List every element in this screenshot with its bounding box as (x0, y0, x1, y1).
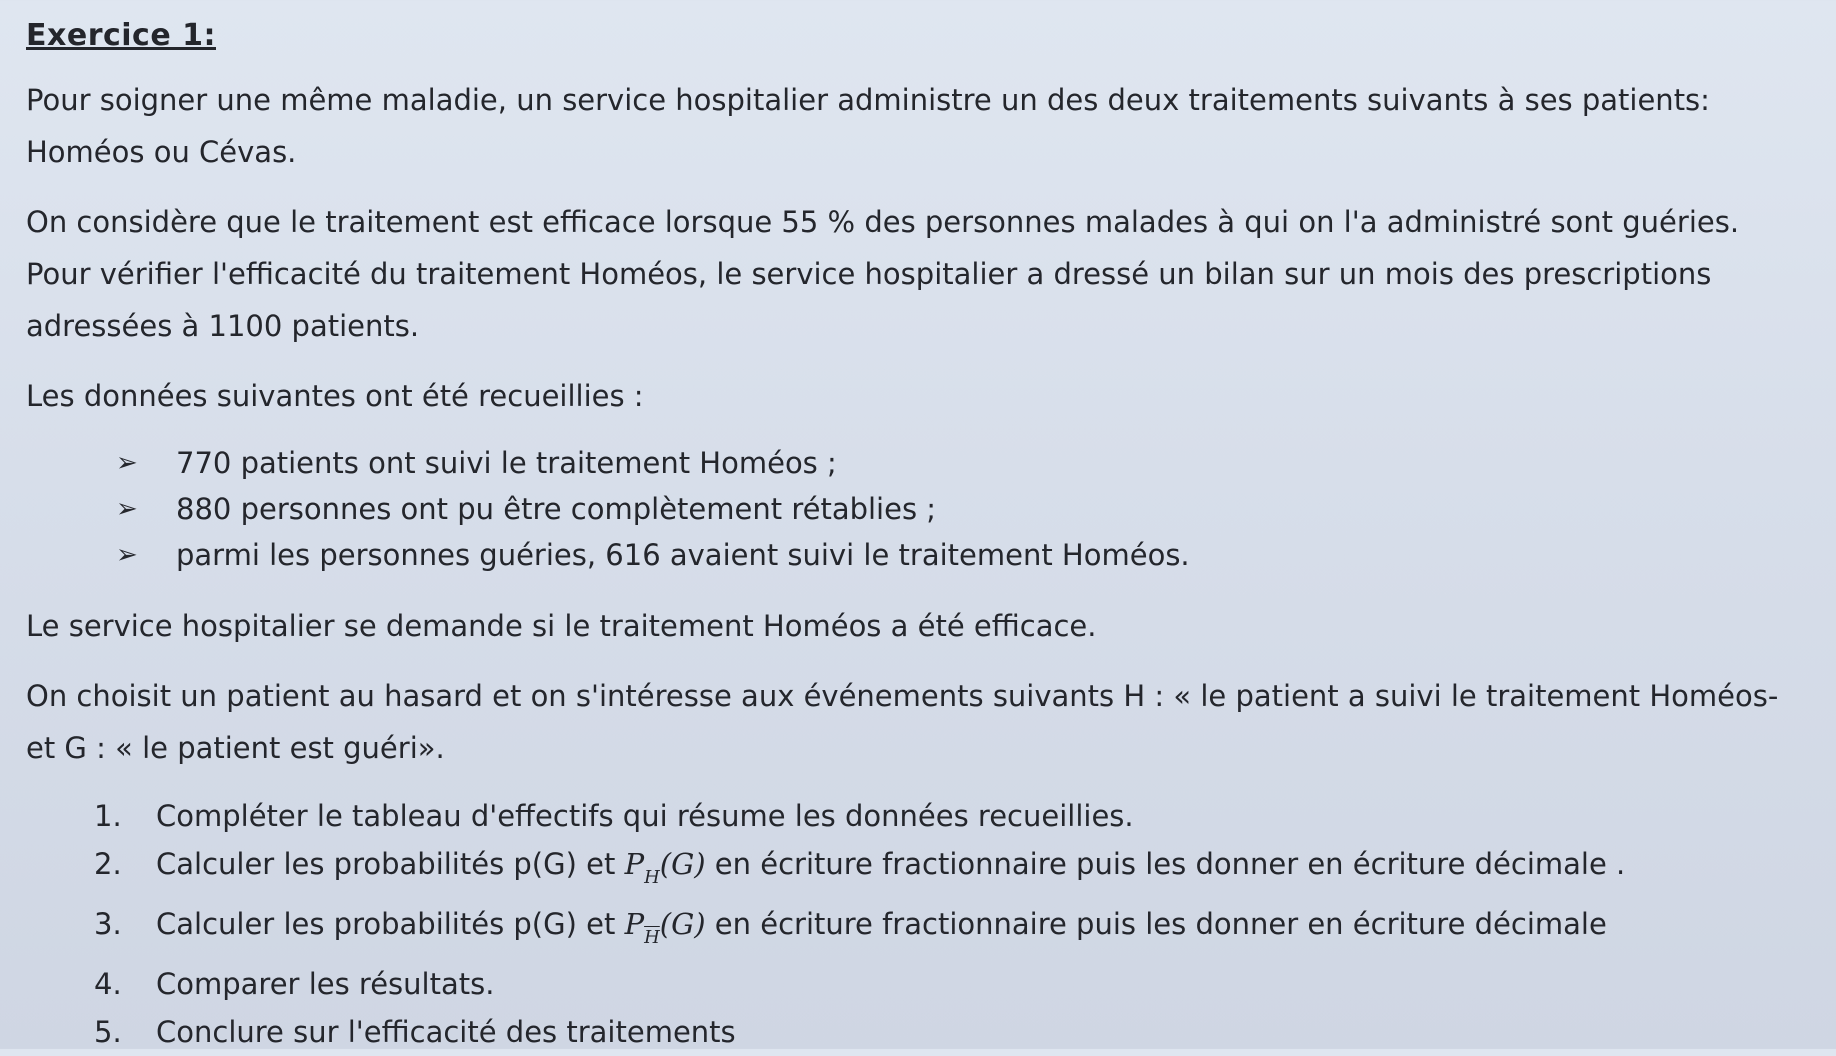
question-list (26, 792, 1796, 1056)
question-text: Comparer les résultats. (156, 966, 495, 1001)
arrow-bullet-icon: ➢ (116, 540, 138, 570)
intro-paragraph-2: On considère que le traitement est efficace lorsque 55 % des personnes malades à qui on l'a administré sont guéries. Pour vérifier l'efficacité du traitement Homéos, le service hospitalier a dressé un bilan sur un mois des prescriptions adressées à 1100 patients. (26, 205, 1740, 343)
question-number: 1. (94, 799, 122, 833)
list-item (116, 440, 1796, 486)
conditional-probability-h: $P_H(G)$ (624, 847, 706, 888)
question-text: Conclure sur l'efficacité des traitements (156, 1014, 736, 1049)
question-item (94, 840, 1796, 900)
question-text: Calculer les probabilités p(G) et $P_H(G)$ en écriture fractionnaire puis les donner en écriture décimale . (156, 847, 1626, 888)
question-item (94, 960, 1796, 1008)
question-item (94, 900, 1796, 960)
data-list (26, 440, 1796, 578)
question-number: 3. (94, 906, 122, 941)
question-item (94, 1008, 1796, 1056)
list-item (116, 532, 1796, 578)
question-text: Compléter le tableau d'effectifs qui résume les données recueillies. (156, 799, 1134, 833)
question-item (94, 792, 1796, 840)
intro-paragraph-1: Pour soigner une même maladie, un service hospitalier administre un des deux traitements suivants à ses patients: Homéos ou Cévas. (26, 83, 1710, 169)
list-item-text: parmi les personnes guéries, 616 avaient suivi le traitement Homéos. (176, 538, 1190, 572)
problem-statement: Le service hospitalier se demande si le traitement Homéos a été efficace. (26, 609, 1097, 643)
arrow-bullet-icon: ➢ (116, 494, 138, 524)
question-text: Calculer les probabilités p(G) et $P_{\overline{H}}(G)$ en écriture fractionnaire puis les donner en écriture décimale (156, 906, 1607, 948)
exercise-title: Exercice 1: (26, 18, 216, 53)
list-item-text: 770 patients ont suivi le traitement Homéos ; (176, 446, 837, 480)
arrow-bullet-icon: ➢ (116, 448, 138, 478)
question-number: 4. (94, 966, 122, 1001)
intro-paragraph-3: Les données suivantes ont été recueillies : (26, 379, 644, 413)
list-item-text: 880 personnes ont pu être complètement rétablies ; (176, 492, 937, 526)
events-definition: On choisit un patient au hasard et on s'intéresse aux événements suivants H : « le patient a suivi le traitement Homéos- et G : « le patient est guéri». (26, 679, 1779, 765)
question-number: 2. (94, 847, 122, 881)
question-number: 5. (94, 1014, 122, 1049)
conditional-probability-h-bar: $P_{\overline{H}}(G)$ (624, 906, 706, 948)
list-item (116, 486, 1796, 532)
